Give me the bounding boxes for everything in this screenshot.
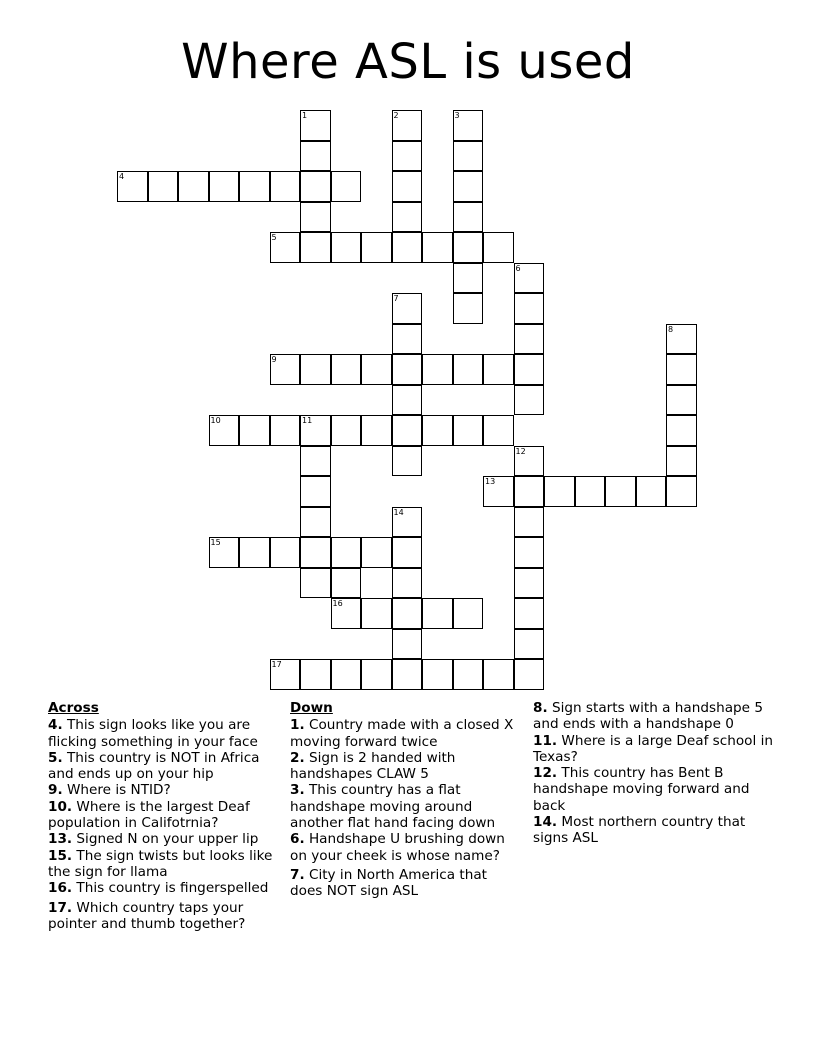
clue-number: 12: [515, 446, 526, 456]
grid-cell: [422, 232, 453, 263]
grid-cell: [666, 324, 697, 355]
clue-down-2: 2. Sign is 2 handed with handshapes CLAW 5: [290, 749, 456, 783]
clue-number: 17: [271, 660, 282, 669]
grid-cell: [453, 354, 484, 385]
grid-cell: [514, 629, 545, 660]
grid-cell: [331, 659, 362, 690]
grid-cell: [392, 293, 423, 324]
clue-number: 14: [393, 507, 404, 517]
clue-number: 13: [485, 477, 496, 486]
grid-cell: [392, 110, 423, 141]
grid-cell: [483, 354, 514, 385]
grid-cell: [392, 232, 423, 263]
across-heading: Across: [48, 700, 99, 716]
clue-down-8: 8. Sign starts with a handshape 5 and ends with a handshape 0: [533, 700, 763, 733]
grid-cell: [514, 324, 545, 355]
grid-cell: [392, 537, 423, 568]
grid-cell: [300, 202, 331, 233]
grid-cell: [605, 476, 636, 507]
grid-cell: [392, 324, 423, 355]
grid-cell: [239, 415, 270, 446]
clue-across-15: 15. The sign twists but looks like the sign for llama: [48, 847, 273, 880]
grid-cell: [148, 171, 179, 202]
grid-cell: [483, 659, 514, 690]
grid-cell: [331, 171, 362, 202]
grid-cell: [666, 446, 697, 477]
clue-number: 3: [454, 111, 460, 120]
grid-cell: [331, 415, 362, 446]
grid-cell: [270, 415, 301, 446]
grid-cell: [514, 263, 545, 294]
clue-number: 4: [119, 172, 125, 181]
clue-down-11: 11. Where is a large Deaf school in Texas?: [533, 732, 773, 765]
grid-cell: [544, 476, 575, 507]
grid-cell: [300, 232, 331, 263]
grid-cell: [483, 476, 514, 507]
grid-cell: [666, 476, 697, 507]
grid-cell: [453, 263, 484, 294]
grid-cell: [331, 598, 362, 629]
grid-cell: [392, 598, 423, 629]
clue-number: 8: [668, 324, 674, 334]
grid-cell: [392, 415, 423, 446]
grid-cell: [270, 171, 301, 202]
clue-across-5: 5. This country is NOT in Africa and ends up on your hip: [48, 749, 260, 783]
grid-cell: [361, 537, 392, 568]
page-title: Where ASL is used: [181, 34, 635, 90]
grid-cell: [514, 659, 545, 690]
grid-cell: [514, 537, 545, 568]
crossword-grid: [117, 110, 729, 692]
grid-cell: [300, 659, 331, 690]
clue-across-10: 10. Where is the largest Deaf population in Califotrnia?: [48, 798, 250, 832]
grid-cell: [453, 415, 484, 446]
clue-across-13: 13. Signed N on your upper lip: [48, 831, 259, 848]
grid-cell: [239, 171, 270, 202]
clue-number: 16: [332, 599, 343, 608]
grid-cell: [392, 171, 423, 202]
grid-cell: [392, 385, 423, 416]
grid-cell: [453, 232, 484, 263]
clue-number: 15: [210, 538, 221, 547]
clue-down-6: 6. Handshape U brushing down on your cheek is whose name?: [290, 831, 505, 864]
grid-cell: [453, 141, 484, 172]
grid-cell: [392, 446, 423, 477]
grid-cell: [209, 171, 240, 202]
down-heading: Down: [290, 700, 333, 716]
grid-cell: [300, 476, 331, 507]
grid-cell: [453, 598, 484, 629]
grid-cell: [514, 598, 545, 629]
grid-cell: [392, 659, 423, 690]
grid-cell: [300, 354, 331, 385]
clue-number: 11: [302, 416, 313, 425]
clue-number: 6: [515, 263, 521, 273]
grid-cell: [514, 568, 545, 599]
clue-down-12: 12. This country has Bent B handshape moving forward and back: [533, 765, 750, 814]
grid-cell: [300, 507, 331, 538]
grid-cell: [514, 507, 545, 538]
clue-down-3: 3. This country has a flat handshape moving around another flat hand facing down: [290, 782, 496, 832]
grid-cell: [392, 202, 423, 233]
clue-number: 10: [210, 416, 221, 425]
grid-cell: [209, 415, 240, 446]
grid-cell: [666, 385, 697, 416]
grid-cell: [392, 507, 423, 538]
grid-cell: [514, 476, 545, 507]
grid-cell: [331, 354, 362, 385]
across-clues: [48, 700, 280, 932]
grid-cell: [483, 232, 514, 263]
grid-cell: [392, 568, 423, 599]
grid-cell: [514, 385, 545, 416]
grid-cell: [422, 598, 453, 629]
grid-cell: [422, 659, 453, 690]
grid-cell: [575, 476, 606, 507]
clue-number: 5: [271, 233, 277, 242]
clue-across-4: 4. This sign looks like you are flicking something in your face: [48, 717, 258, 750]
clue-number: 2: [393, 111, 399, 120]
grid-cell: [453, 293, 484, 324]
grid-cell: [422, 354, 453, 385]
down-clues: [290, 700, 522, 900]
grid-cell: [392, 354, 423, 385]
clue-down-14: 14. Most northern country that signs ASL: [533, 814, 746, 847]
grid-cell: [666, 415, 697, 446]
grid-cell: [361, 659, 392, 690]
grid-cell: [300, 415, 331, 446]
grid-cell: [117, 171, 148, 202]
grid-cell: [453, 110, 484, 141]
grid-cell: [453, 659, 484, 690]
clue-down-1: 1. Country made with a closed X moving forward twice: [290, 717, 514, 750]
clue-number: 9: [271, 355, 277, 364]
grid-cell: [666, 354, 697, 385]
grid-cell: [270, 537, 301, 568]
grid-cell: [453, 171, 484, 202]
grid-cell: [361, 354, 392, 385]
grid-cell: [300, 537, 331, 568]
grid-cell: [483, 415, 514, 446]
down-clues-continued: [533, 700, 773, 847]
grid-cell: [514, 446, 545, 477]
grid-cell: [209, 537, 240, 568]
grid-cell: [270, 354, 301, 385]
clue-number: 7: [393, 294, 399, 303]
grid-cell: [300, 171, 331, 202]
grid-cell: [300, 141, 331, 172]
grid-cell: [361, 598, 392, 629]
grid-cell: [270, 232, 301, 263]
grid-cell: [331, 537, 362, 568]
grid-cell: [300, 110, 331, 141]
clue-down-7: 7. City in North America that does NOT sign ASL: [290, 866, 487, 900]
grid-cell: [300, 568, 331, 599]
grid-cell: [361, 415, 392, 446]
grid-cell: [178, 171, 209, 202]
grid-cell: [300, 446, 331, 477]
grid-cell: [270, 659, 301, 690]
grid-cell: [636, 476, 667, 507]
clue-across-16: 16. This country is fingerspelled: [48, 880, 269, 897]
grid-cell: [392, 141, 423, 172]
grid-cell: [422, 415, 453, 446]
grid-cell: [392, 629, 423, 660]
grid-cell: [331, 568, 362, 599]
grid-cell: [514, 354, 545, 385]
grid-cell: [514, 293, 545, 324]
clue-across-9: 9. Where is NTID?: [48, 782, 171, 799]
clue-number: 1: [302, 111, 308, 120]
clue-across-17: 17. Which country taps your pointer and thumb together?: [48, 899, 246, 932]
grid-cell: [361, 232, 392, 263]
grid-cell: [331, 232, 362, 263]
grid-cell: [239, 537, 270, 568]
grid-cell: [453, 202, 484, 233]
